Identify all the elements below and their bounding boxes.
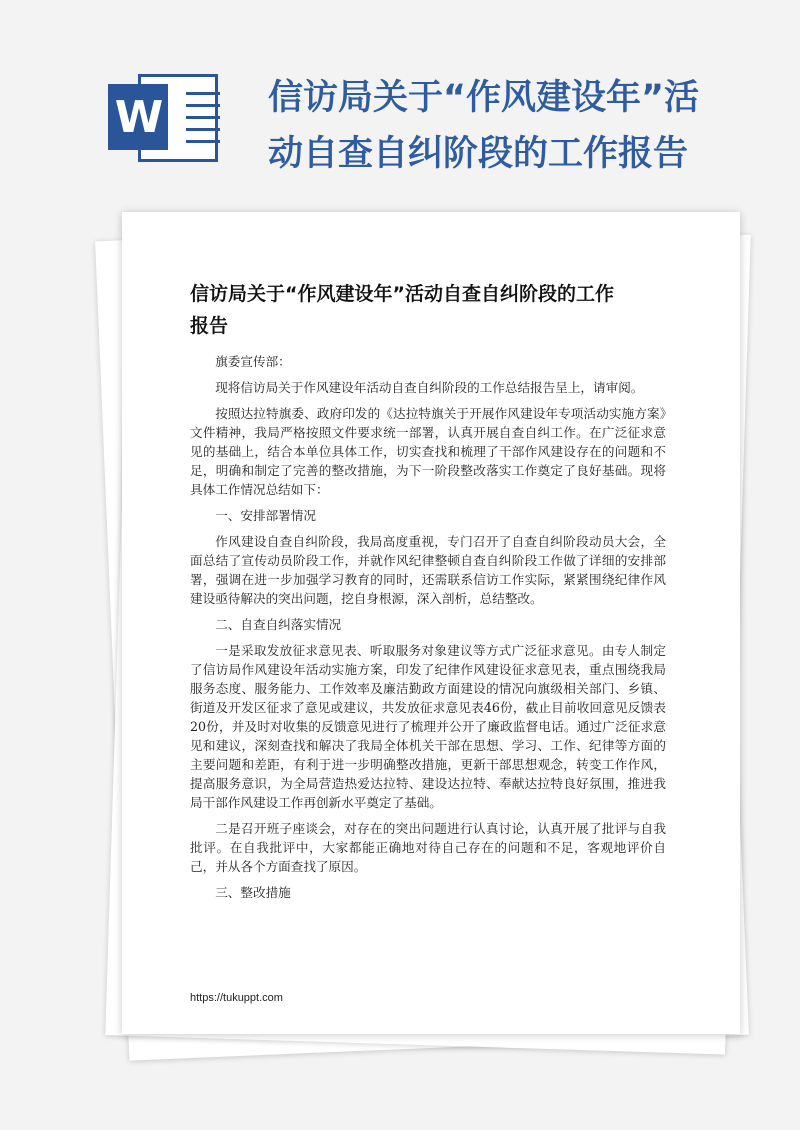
section-heading: 三、整改措施 [215,885,291,900]
document-title-line1: 信访局关于“作风建设年”活动自查自纠阶段的工作 [190,283,614,305]
paragraph: 二是召开班子座谈会，对存在的突出问题进行认真讨论，认真开展了批评与自我批评。在自我批评中，大家都能正确地对待自己存在的问题和不足，客观地评价自己，并从各个方面查找了原因。 [190,821,666,874]
paragraph: 作风建设自查自纠阶段，我局高度重视，专门召开了自查自纠阶段动员大会，全面总结了宣传动员阶段工作，并就作风纪律整顿自查自纠阶段工作做了详细的安排部署，强调在进一步加强学习教育的同时，还需联系信访工作实际，紧紧围绕纪律作风建设亟待解决的突出问题，挖自身根源，深入剖析，总结整改。 [190,534,666,606]
document-title [190,278,660,342]
text-line-shape [186,140,220,143]
text-line-shape [186,128,220,131]
word-document-icon [108,70,224,166]
paragraph: 旗委宣传部： [215,354,291,369]
paragraph: 现将信访局关于作风建设年活动自查自纠阶段的工作总结报告呈上，请审阅。 [215,380,644,395]
text-line-shape [186,104,220,107]
paragraph: 一是采取发放征求意见表、听取服务对象建议等方式广泛征求意见。由专人制定了信访局作风建设年活动实施方案，印发了纪律作风建设征求意见表，重点围绕我局服务态度、服务能力、工作效率及廉洁勤政方面建设的情况向旗级相关部门、乡镇、街道及开发区征求了意见或建议，共发放征求意见表46份，截止目前收回意见反馈表20份，并及时对收集的反馈意见进行了梳理并公开了廉政监督电话。通过广泛征求意见和建议，深刻查找和解决了我局全体机关干部在思想、学习、工作、纪律等方面的主要问题和差距，有利于进一步明确整改措施，更新干部思想观念，转变工作作风，提高服务意识，为全局营造热爱达拉特、建设达拉特、奉献达拉特良好氛围，推进我局干部作风建设工作再创新水平奠定了基础。 [190,643,666,810]
text-line-shape [186,92,220,95]
text-line-shape [186,116,220,119]
page-title-line2: 动自查自纠阶段的工作报告 [268,134,689,174]
document-page [122,212,740,1034]
document-title-line2: 报告 [190,315,229,337]
section-heading: 一、安排部署情况 [215,508,316,523]
page-title-line1: 信访局关于“作风建设年”活 [268,78,700,118]
section-heading: 二、自查自纠落实情况 [215,617,342,632]
paragraph: 按照达拉特旗委、政府印发的《达拉特旗关于开展作风建设年专项活动实施方案》文件精神，我局严格按照文件要求统一部署，认真开展自查自纠工作。在广泛征求意见的基础上，结合本单位具体工作，切实查找和梳理了干部作风建设存在的问题和不足，明确和制定了完善的整改措施，为下一阶段整改落实工作奠定了良好基础。现将具体工作情况总结如下： [190,406,666,497]
footer-url: https://tukuppt.com [190,992,283,1004]
word-logo-badge: W [108,84,168,150]
document-body [190,352,666,909]
page-title [268,70,788,182]
header-banner [0,0,800,200]
